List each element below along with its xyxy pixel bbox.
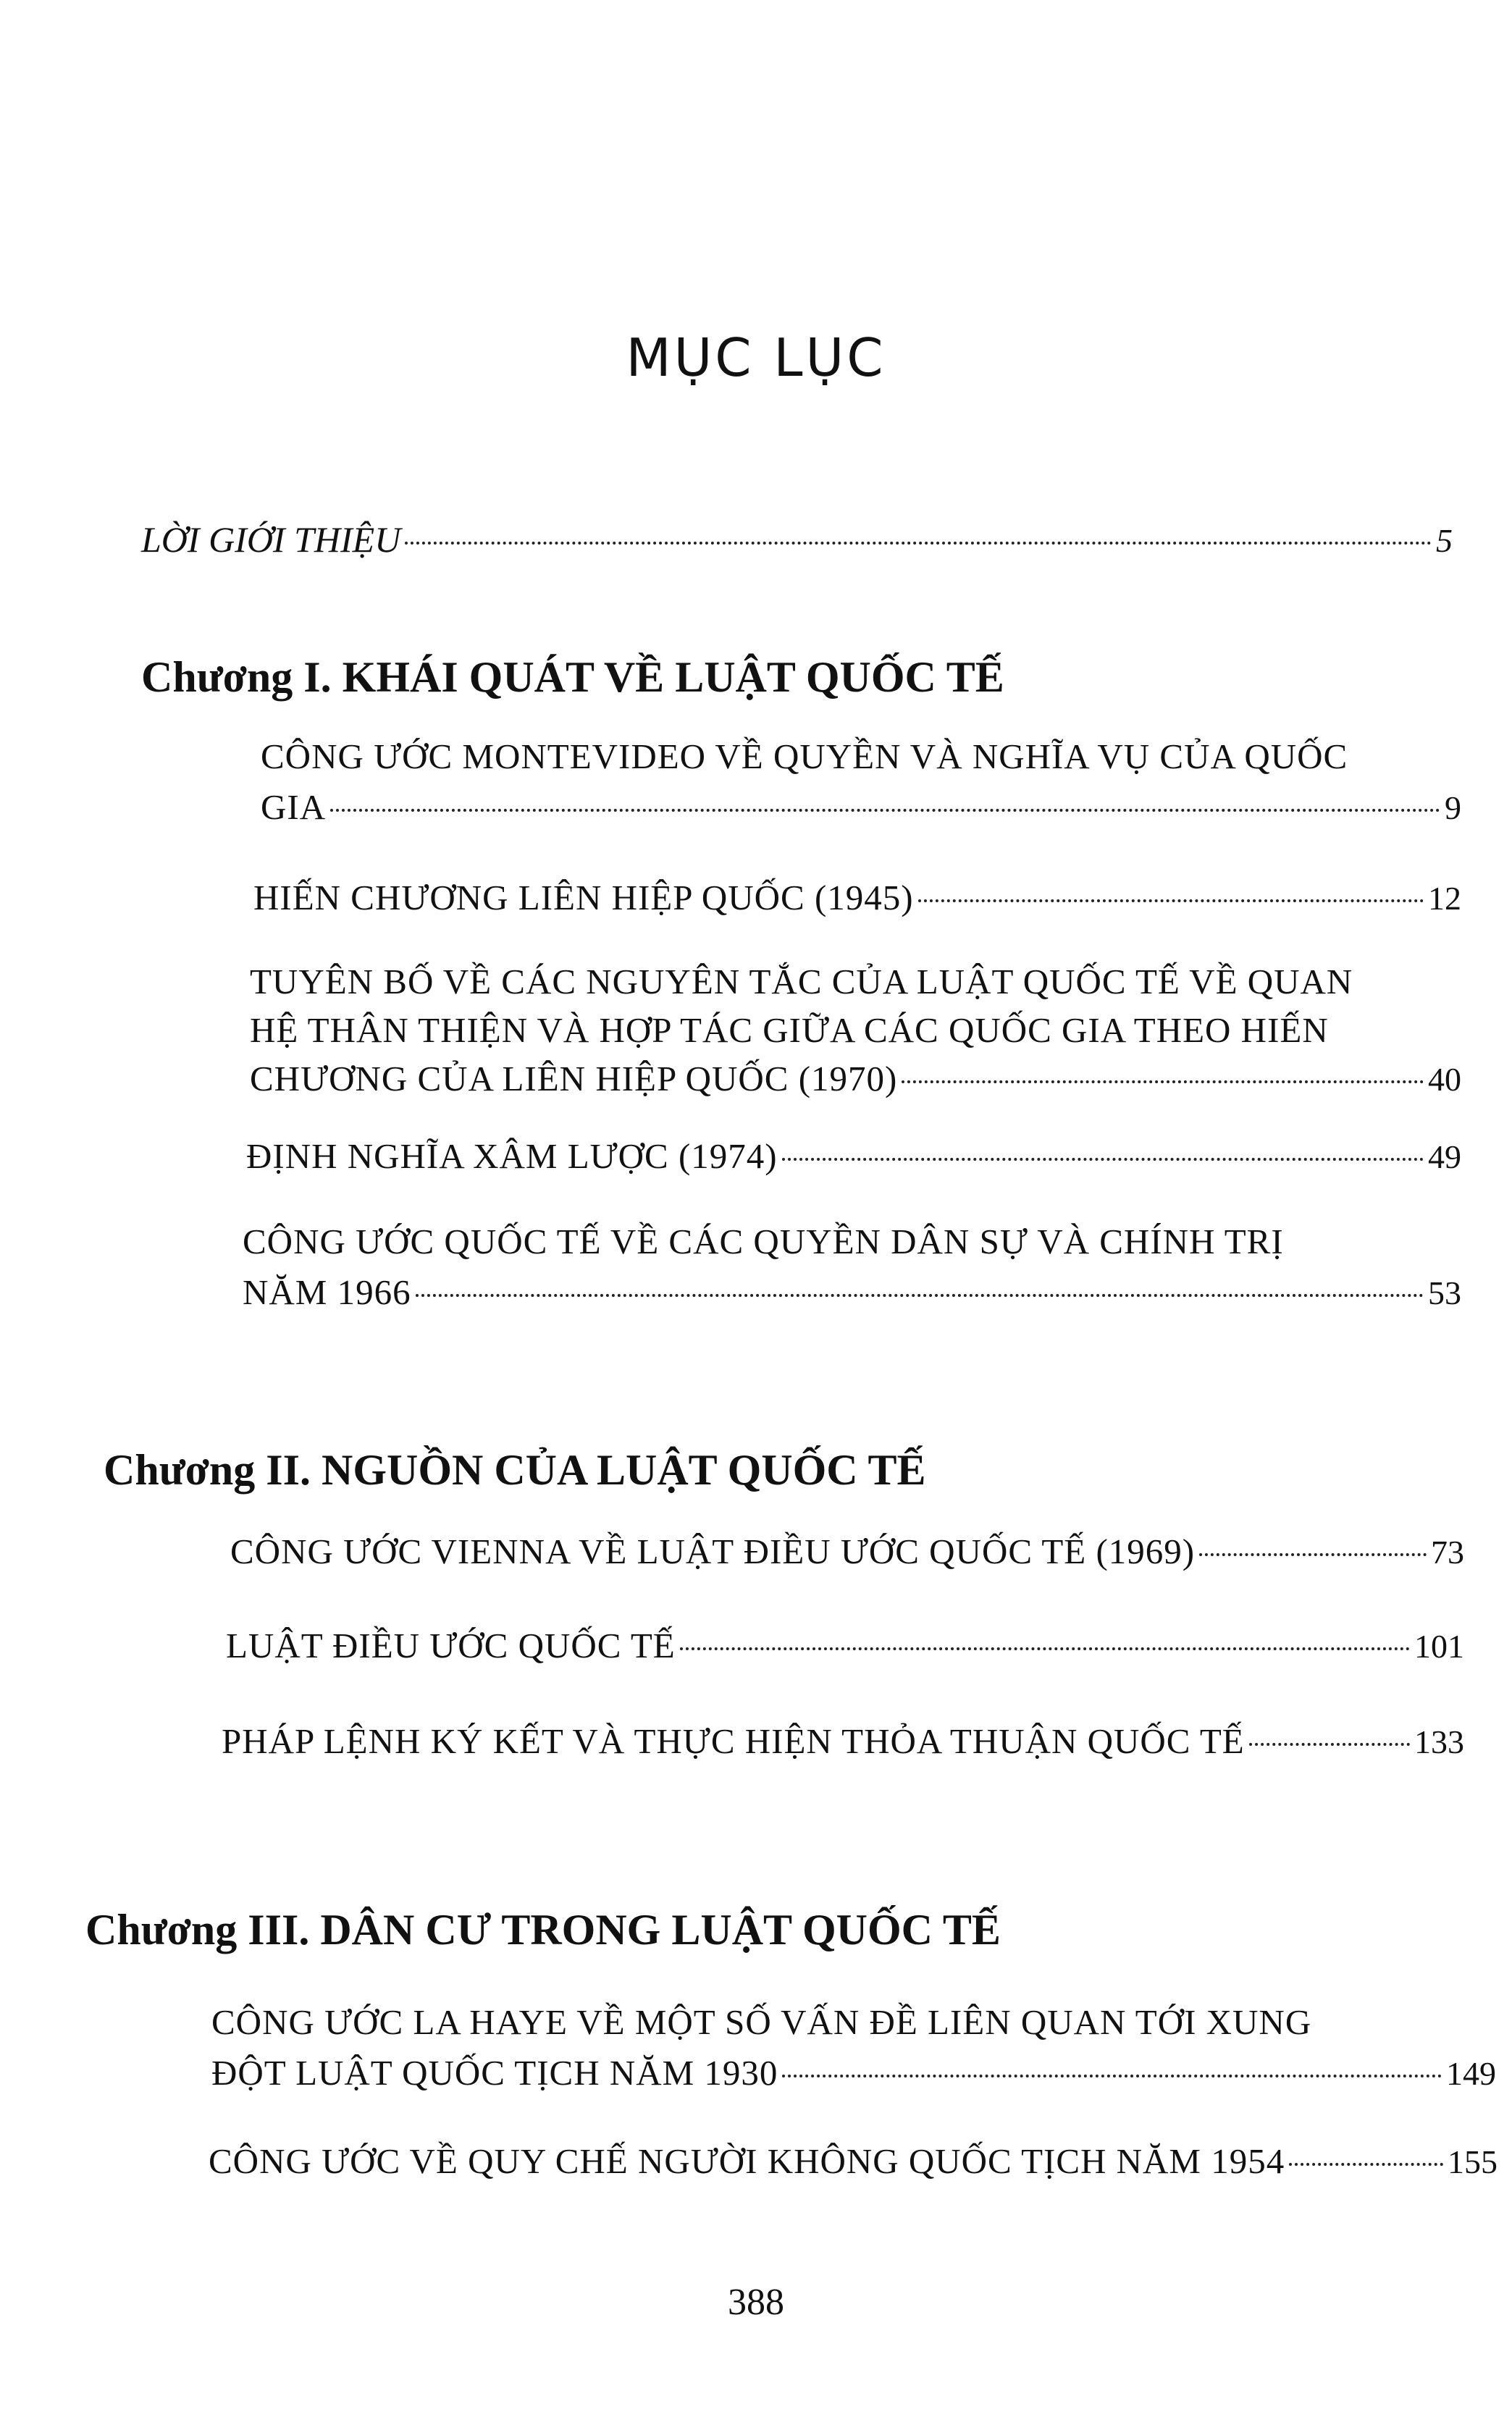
toc-page-number: 49 bbox=[1428, 1138, 1461, 1175]
dot-leader bbox=[416, 1294, 1424, 1297]
dot-leader bbox=[902, 1080, 1424, 1083]
toc-entry-text: LỜI GIỚI THIỆU bbox=[141, 519, 401, 560]
dot-leader bbox=[1199, 1553, 1427, 1556]
toc-entry[interactable] bbox=[226, 1621, 1464, 1672]
dot-leader bbox=[782, 2075, 1442, 2077]
toc-entry[interactable] bbox=[243, 1216, 1461, 1319]
toc-page-number: 149 bbox=[1446, 2055, 1496, 2092]
toc-entry[interactable] bbox=[261, 731, 1461, 833]
toc-entry-text: NĂM 1966 bbox=[243, 1272, 411, 1312]
toc-entry[interactable] bbox=[209, 2136, 1498, 2188]
toc-entry-line: CÔNG ƯỚC LA HAYE VỀ MỘT SỐ VẤN ĐỀ LIÊN QUAN TỚI XUNG bbox=[211, 2002, 1312, 2042]
toc-entry-text: ĐỘT LUẬT QUỐC TỊCH NĂM 1930 bbox=[211, 2053, 778, 2093]
page-number: 388 bbox=[728, 2282, 784, 2323]
toc-entry-text: ĐỊNH NGHĨA XÂM LƯỢC (1974) bbox=[246, 1136, 778, 1176]
toc-entry[interactable] bbox=[230, 1526, 1464, 1578]
toc-entry-text: LUẬT ĐIỀU ƯỚC QUỐC TẾ bbox=[226, 1626, 676, 1665]
toc-page-number: 53 bbox=[1428, 1274, 1461, 1311]
toc-entry[interactable] bbox=[246, 1131, 1461, 1182]
toc-entry[interactable] bbox=[250, 957, 1461, 1104]
dot-leader bbox=[782, 1158, 1424, 1161]
toc-entry-line: CÔNG ƯỚC MONTEVIDEO VỀ QUYỀN VÀ NGHĨA VỤ CỦA QUỐC bbox=[261, 736, 1348, 776]
toc-page-number: 40 bbox=[1428, 1061, 1461, 1098]
toc-entry-text: CÔNG ƯỚC VỀ QUY CHẾ NGƯỜI KHÔNG QUỐC TỊCH NĂM 1954 bbox=[209, 2141, 1285, 2181]
toc-page-number: 5 bbox=[1436, 522, 1453, 559]
toc-page-number: 133 bbox=[1414, 1723, 1464, 1760]
toc-entry-line: CÔNG ƯỚC QUỐC TẾ VỀ CÁC QUYỀN DÂN SỰ VÀ CHÍNH TRỊ bbox=[243, 1222, 1284, 1261]
chapter-heading: Chương II. NGUỒN CỦA LUẬT QUỐC TẾ bbox=[104, 1446, 926, 1494]
toc-page-number: 73 bbox=[1431, 1534, 1464, 1571]
toc-entry-text: GIA bbox=[261, 787, 327, 827]
toc-entry-line: HỆ THÂN THIỆN VÀ HỢP TÁC GIỮA CÁC QUỐC GIA THEO HIẾN bbox=[250, 1010, 1329, 1050]
toc-entry[interactable] bbox=[211, 1997, 1496, 2099]
toc-entry[interactable] bbox=[222, 1716, 1464, 1768]
toc-page-number: 101 bbox=[1414, 1628, 1464, 1665]
dot-leader bbox=[405, 542, 1432, 545]
dot-leader bbox=[918, 899, 1424, 902]
toc-entry-intro[interactable] bbox=[141, 518, 1453, 560]
page-title: MỤC LỤC bbox=[626, 327, 886, 388]
chapter-heading: Chương I. KHÁI QUÁT VỀ LUẬT QUỐC TẾ bbox=[141, 653, 1004, 701]
toc-entry-line: TUYÊN BỐ VỀ CÁC NGUYÊN TẮC CỦA LUẬT QUỐC TẾ VỀ QUAN bbox=[250, 962, 1353, 1001]
toc-page-number: 12 bbox=[1428, 880, 1461, 917]
toc-entry-text: HIẾN CHƯƠNG LIÊN HIỆP QUỐC (1945) bbox=[253, 878, 914, 917]
toc-entry-text: CÔNG ƯỚC VIENNA VỀ LUẬT ĐIỀU ƯỚC QUỐC TẾ (1969) bbox=[230, 1531, 1196, 1571]
dot-leader bbox=[1289, 2163, 1443, 2166]
toc-entry-text: PHÁP LỆNH KÝ KẾT VÀ THỰC HIỆN THỎA THUẬN QUỐC TẾ bbox=[222, 1721, 1245, 1761]
dot-leader bbox=[1249, 1743, 1410, 1746]
toc-entry-text: CHƯƠNG CỦA LIÊN HIỆP QUỐC (1970) bbox=[250, 1059, 898, 1098]
toc-page-number: 9 bbox=[1445, 789, 1461, 826]
toc-page-number: 155 bbox=[1448, 2143, 1498, 2180]
chapter-heading: Chương III. DÂN CƯ TRONG LUẬT QUỐC TẾ bbox=[85, 1906, 1001, 1954]
dot-leader bbox=[330, 809, 1440, 812]
dot-leader bbox=[680, 1647, 1410, 1650]
toc-entry[interactable] bbox=[253, 873, 1461, 924]
